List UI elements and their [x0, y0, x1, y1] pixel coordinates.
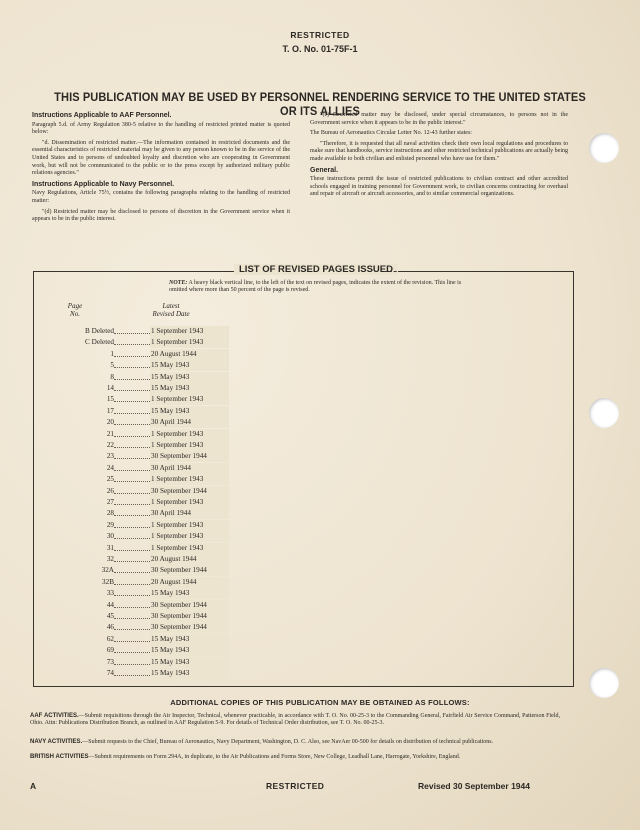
revised-page-number: 45	[106, 612, 114, 620]
revised-page-number: 1	[110, 349, 114, 358]
revised-date: 15 May 1943	[150, 360, 229, 371]
additional-copies-title: ADDITIONAL COPIES OF THIS PUBLICATION MAY BE OBTAINED AS FOLLOWS:	[170, 698, 470, 707]
list-item	[54, 417, 234, 428]
bureau-letter-quote: "Therefore, it is requested that all naval activities check their own local regulations and procedures to make sure that handbooks, service instructions and other restricted technical publications are actually being made available to both civilian and enlisted personnel who have use for them."	[310, 140, 568, 162]
revised-date: 1 September 1943	[150, 337, 229, 348]
revision-date: Revised 30 September 1944	[418, 781, 530, 791]
aaf-instructions-heading: Instructions Applicable to AAF Personnel.	[32, 112, 172, 119]
list-item	[54, 372, 234, 383]
list-item	[54, 657, 234, 668]
general-heading: General.	[310, 166, 339, 174]
revised-date: 15 May 1943	[150, 668, 229, 679]
page-title: THIS PUBLICATION MAY BE USED BY PERSONNEL RENDERING SERVICE TO THE UNITED STATES OR ITS ALLIES	[54, 90, 586, 118]
list-item	[54, 406, 234, 417]
revised-page-number: 32A	[101, 566, 114, 575]
revised-date: 30 September 1944	[150, 565, 229, 576]
list-item	[54, 383, 234, 394]
revised-page-number: 31	[106, 543, 114, 552]
revised-date: 1 September 1943	[150, 520, 229, 531]
revised-page-number: 27	[106, 498, 114, 506]
revised-date: 1 September 1943	[150, 543, 229, 554]
revised-date: 15 May 1943	[150, 383, 229, 394]
aaf-activities-label: AAF ACTIVITIES.	[30, 713, 79, 719]
revised-page-number: 32	[106, 555, 114, 563]
revised-page-number: 69	[106, 646, 114, 655]
general-para: These instructions permit the issue of restricted publications to civilian contract and other accredited schools engaged in training personnel for Government work, to civilian concerns contracting for overhaul and repair of aircraft or aircraft accessories, and to similar commercial organizations.	[310, 176, 568, 198]
aaf-instructions-quote: "d. Dissemination of restricted matter.—The information contained in restricted documents and the essential characteristics of restricted material may be given to any person known to be in the service of the United States and to persons of undoubted loyalty and discretion who are cooperating in Government work, but will not be communicated to the public or to the press except by authorized military public relations agencies."	[32, 139, 290, 177]
list-item	[54, 531, 234, 542]
restricted-marking-top: RESTRICTED	[290, 30, 350, 40]
revised-date: 1 September 1943	[150, 326, 229, 337]
list-item	[54, 634, 234, 645]
column-header-page: Page No.	[67, 302, 83, 318]
revised-page-number: 46	[106, 623, 114, 632]
navy-instructions-quote: "(d) Restricted matter may be disclosed to persons of discretion in the Government service when it appears to be in the public interest.	[32, 208, 290, 223]
revised-page-number: 32B	[102, 577, 114, 586]
british-activities-label: BRITISH ACTIVITIES	[30, 754, 89, 760]
title-dash-right	[384, 271, 416, 272]
revised-page-number: 14	[106, 384, 114, 392]
list-item	[54, 668, 234, 679]
list-item	[54, 451, 234, 462]
revised-date: 20 August 1944	[150, 577, 229, 588]
list-item	[54, 463, 234, 474]
bureau-letter-para: The Bureau of Aeronautics Circular Letter No. 12-43 further states:	[310, 130, 472, 137]
revised-page-number: 22	[106, 441, 114, 449]
revised-page-number: 28	[106, 509, 114, 518]
revised-page-number: 33	[106, 589, 114, 598]
binder-hole	[589, 668, 619, 698]
list-item	[54, 611, 234, 622]
revised-page-number: 44	[106, 600, 114, 609]
revised-pages-box	[33, 264, 574, 687]
note-label: NOTE:	[169, 280, 188, 286]
list-item	[54, 600, 234, 611]
revised-page-number: 62	[106, 634, 114, 643]
list-item	[54, 543, 234, 554]
column-header-latest-date: Latest Revised Date	[152, 302, 190, 318]
revised-page-number: 17	[106, 406, 114, 415]
list-item	[54, 349, 234, 360]
revised-page-number: 26	[106, 486, 114, 495]
revised-date: 30 September 1944	[150, 611, 229, 622]
binder-hole	[589, 398, 619, 428]
revised-date: 1 September 1943	[150, 531, 229, 542]
navy-instructions-para: Navy Regulations, Article 75½, contains the following paragraphs relating to the handling of restricted matter:	[32, 190, 290, 204]
list-item	[54, 326, 234, 337]
revised-date: 20 August 1944	[150, 554, 229, 565]
revised-page-number: 15	[106, 395, 114, 404]
revision-note	[169, 280, 469, 294]
list-item	[54, 588, 234, 599]
revised-page-number: B Deleted	[85, 327, 114, 335]
british-activities-text: —Submit requirements on Form 294A, in duplicate, to the Air Publications and Forms Store, New College, Leadhall Lane, Harrogate, Yorkshire, England.	[88, 754, 461, 760]
list-item	[54, 645, 234, 656]
note-text: A heavy black vertical line, to the left of the text on revised pages, indicates the extent of the revision. This line is omitted where more than 50 percent of the page is revised.	[169, 280, 462, 293]
revised-page-number: 21	[106, 429, 114, 438]
revised-date: 1 September 1943	[150, 429, 229, 440]
technical-order-number: T. O. No. 01-75F-1	[282, 44, 358, 54]
revised-date: 1 September 1943	[150, 474, 229, 485]
title-dash-left	[202, 271, 234, 272]
revised-page-number: 30	[106, 532, 114, 541]
navy-activities-text: —Submit requests to the Chief, Bureau of Aeronautics, Navy Department, Washington, D. C. Also, see NavAer 00-500 for details on distribution of technical publications.	[82, 739, 494, 745]
list-item	[54, 497, 234, 508]
british-activities-para	[30, 754, 560, 761]
aaf-instructions-para: Paragraph 5.d. of Army Regulation 380-5 relative to the handling of restricted printed matter is quoted below:	[32, 121, 290, 136]
list-item	[54, 394, 234, 405]
revised-page-number: 23	[106, 452, 114, 461]
revised-date: 30 September 1944	[150, 486, 229, 497]
revised-date: 15 May 1943	[150, 372, 229, 383]
navy-activities-label: NAVY ACTIVITIES.	[30, 739, 83, 745]
list-item	[54, 474, 234, 485]
list-item	[54, 508, 234, 519]
revised-date: 30 April 1944	[150, 463, 229, 474]
revised-date: 30 September 1944	[150, 600, 229, 611]
revised-date: 15 May 1943	[150, 588, 229, 599]
revised-date: 30 April 1944	[150, 417, 229, 428]
revised-page-number: 5	[110, 361, 114, 370]
revised-date: 1 September 1943	[150, 394, 229, 405]
revised-pages-title: LIST OF REVISED PAGES ISSUED	[234, 264, 398, 275]
list-item	[54, 337, 234, 348]
revised-page-number: 24	[106, 463, 114, 472]
revised-page-number: 29	[106, 520, 114, 529]
list-item	[54, 429, 234, 440]
revised-date: 1 September 1943	[150, 440, 229, 451]
list-item	[54, 440, 234, 451]
binder-hole	[589, 133, 619, 163]
navy-activities-para	[30, 739, 560, 746]
revised-date: 1 September 1943	[150, 497, 229, 508]
page-letter: A	[30, 781, 37, 791]
revised-date: 15 May 1943	[150, 657, 229, 668]
instructions-right-column	[310, 112, 568, 202]
revised-date: 30 September 1944	[150, 622, 229, 633]
list-item	[54, 622, 234, 633]
instructions-left-column	[32, 112, 290, 227]
revised-date: 15 May 1943	[150, 645, 229, 656]
aaf-activities-text: —Submit requisitions through the Air Inspector, Technical, whenever practicable, in accordance with T. O. No. 00-25-3 to the Commanding General, Fairfield Air Service Command, Patterson Field, Ohio. Attn: Publications Distribution Branch, as outlined in AAF Regulation 5-9. For details of Technical Order distribution, see T. O. No. 00-25-3.	[30, 713, 560, 726]
revised-date: 15 May 1943	[150, 406, 229, 417]
navy-instructions-heading: Instructions Applicable to Navy Personnel.	[32, 180, 175, 188]
list-item	[54, 486, 234, 497]
restricted-marking-bottom: RESTRICTED	[266, 781, 325, 791]
revised-date: 30 September 1944	[150, 451, 229, 462]
revised-page-number: 8	[110, 372, 114, 381]
revised-page-number: 20	[106, 418, 114, 427]
list-item	[54, 520, 234, 531]
revised-date: 30 April 1944	[150, 508, 229, 519]
list-item	[54, 577, 234, 588]
revised-page-number: 74	[106, 669, 114, 677]
aaf-activities-para	[30, 713, 560, 727]
navy-instructions-quote-e: "(e) Restricted matter may be disclosed, under special circumstances, to persons not in the Government service when it appears to be in the public interest."	[310, 112, 568, 126]
revised-page-number: 25	[106, 475, 114, 484]
revised-page-number: 73	[106, 657, 114, 666]
list-item	[54, 565, 234, 576]
revised-date: 20 August 1944	[150, 349, 229, 360]
list-item	[54, 554, 234, 565]
list-item	[54, 360, 234, 371]
revised-page-number: C Deleted	[85, 338, 114, 347]
revised-date: 15 May 1943	[150, 634, 229, 645]
